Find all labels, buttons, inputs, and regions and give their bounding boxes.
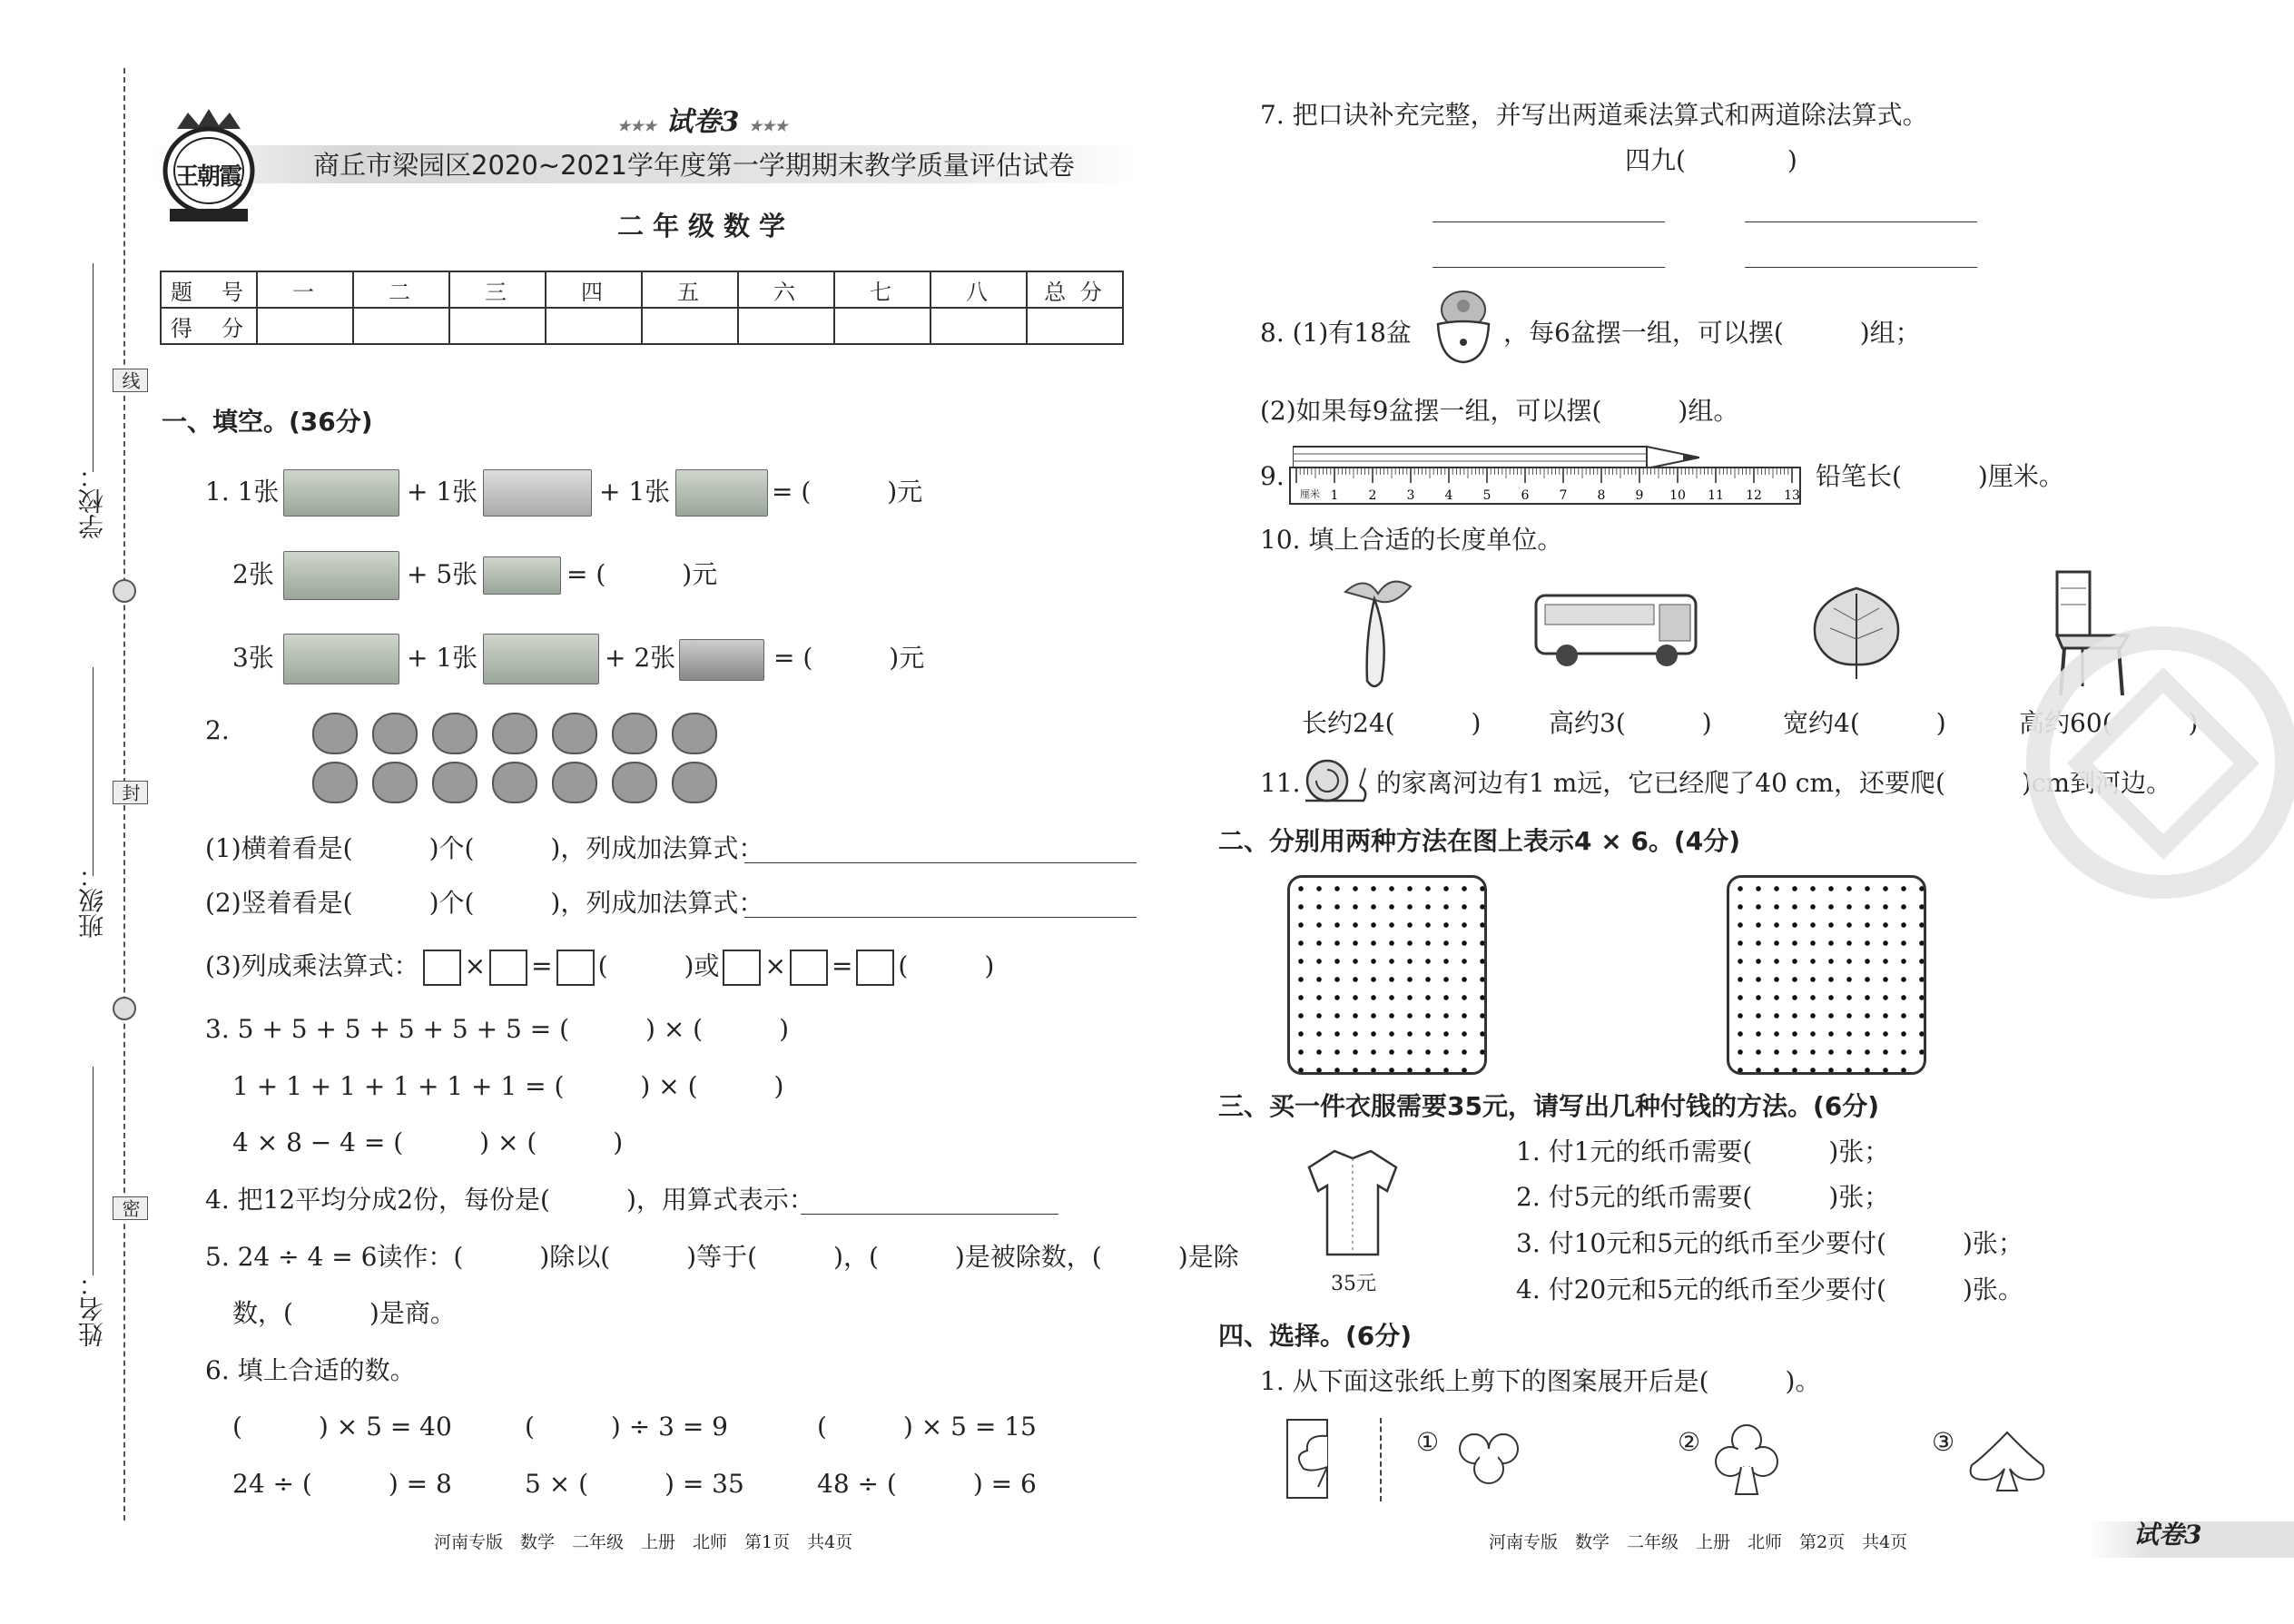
publisher-logo <box>159 107 259 225</box>
logo-text: 王朝霞 <box>175 163 241 191</box>
binding-tag-seal: 封 <box>113 781 148 804</box>
score-input-cell[interactable] <box>738 308 834 344</box>
answer-box[interactable] <box>723 950 761 986</box>
apple-icon <box>432 713 478 754</box>
leaf-icon <box>1807 585 1906 683</box>
q9-number: 9. <box>1260 461 1285 491</box>
score-cell: 一 <box>257 271 353 308</box>
bus-icon <box>1532 588 1701 670</box>
class-line <box>93 667 94 876</box>
q4-answer-line[interactable] <box>801 1214 1058 1215</box>
score-input-cell[interactable] <box>1027 308 1123 344</box>
q9-text: 铅笔长( )厘米。 <box>1816 461 2064 491</box>
section2-heading: 二、分别用两种方法在图上表示4 × 6。(4分) <box>1218 826 1740 856</box>
star-icon: ★★★ <box>748 117 788 134</box>
apple-icon <box>492 762 537 803</box>
q7-answer-line[interactable] <box>1745 221 1977 222</box>
q3-line3: 4 × 8 − 4 = ( ) × ( ) <box>232 1127 624 1157</box>
club-shape-icon[interactable] <box>1710 1422 1783 1498</box>
ruler-tick-label: 12 <box>1746 488 1762 503</box>
times-sign: × <box>464 950 487 981</box>
apple-icon <box>552 713 597 754</box>
q6-title: 6. 填上合适的数。 <box>205 1355 416 1385</box>
q5-line1: 5. 24 ÷ 4 = 6读作：( )除以( )等于( )，( )是被除数，( )是除 <box>205 1242 1239 1272</box>
score-input-cell[interactable] <box>257 308 353 344</box>
q2-part1: (1)横着看是( )个( )，列成加法算式： <box>205 833 764 863</box>
name-line <box>93 1067 94 1275</box>
seal-watermark-icon <box>2026 626 2294 899</box>
score-row-label: 得 分 <box>161 308 257 344</box>
q1-row2-b: + 5张 <box>407 559 478 589</box>
score-cell: 二 <box>353 271 449 308</box>
q2-part3-label: (3)列成乘法算式： <box>205 950 419 981</box>
q1-row1-c: + 1张 <box>599 477 671 507</box>
q10-item-3: 宽约4( ) <box>1783 708 1946 738</box>
school-label: 学校： <box>77 463 107 539</box>
section3-item-3: 3. 付10元和5元的纸币至少要付( )张； <box>1516 1228 2023 1258</box>
score-cell: 八 <box>930 271 1027 308</box>
unit-paren: ( ) <box>898 950 995 981</box>
binding-tag-line: 线 <box>113 369 148 392</box>
q2-part3 <box>205 950 994 986</box>
q2-part1-answer-line[interactable] <box>744 862 1137 863</box>
q8-part1-a: 8. (1)有18盆 <box>1260 318 1412 348</box>
q5-line2: 数，( )是商。 <box>232 1298 456 1328</box>
score-input-cell[interactable] <box>546 308 642 344</box>
folded-paper-icon <box>1285 1418 1331 1500</box>
apple-icon <box>312 713 358 754</box>
apple-icon <box>672 762 717 803</box>
class-label: 班级： <box>77 862 107 939</box>
option-3-label[interactable]: ③ <box>1932 1427 1955 1457</box>
section4-q1: 1. 从下面这张纸上剪下的图案展开后是( )。 <box>1260 1366 1821 1396</box>
score-cell: 七 <box>834 271 930 308</box>
apple-icon <box>312 762 358 803</box>
shirt-price: 35元 <box>1331 1273 1376 1295</box>
q7-text: 7. 把口诀补充完整，并写出两道乘法算式和两道除法算式。 <box>1260 100 1928 130</box>
section3-item-1: 1. 付1元的纸币需要( )张； <box>1516 1137 1890 1166</box>
spade-shape-icon[interactable] <box>1966 1429 2048 1494</box>
q6-r1-c3: ( ) × 5 = 15 <box>817 1412 1037 1442</box>
star-icon: ★★★ <box>617 117 657 134</box>
score-input-cell[interactable] <box>642 308 738 344</box>
binding-hole-icon <box>113 997 136 1020</box>
section3-item-4: 4. 付20元和5元的纸币至少要付( )张。 <box>1516 1275 2023 1304</box>
clover-shape-icon[interactable] <box>1452 1429 1525 1494</box>
q1-row1-b: + 1张 <box>407 477 478 507</box>
q6-r2-c2: 5 × ( ) = 35 <box>525 1469 744 1499</box>
q1-row3-b: + 1张 <box>407 643 478 673</box>
ruler-tick-label: 5 <box>1482 488 1492 503</box>
exam-title: 商丘市梁园区2020~2021学年度第一学期期末教学质量评估试卷 <box>313 150 1075 181</box>
apple-icon <box>492 713 537 754</box>
ruler-tick-label: 8 <box>1597 488 1606 503</box>
apple-grid <box>312 713 739 812</box>
score-input-cell[interactable] <box>449 308 546 344</box>
ruler-unit-label: 厘米 <box>1300 488 1320 500</box>
answer-box[interactable] <box>489 950 527 986</box>
q7-verse: 四九( ) <box>1625 145 1797 175</box>
ruler-tick-label: 9 <box>1635 488 1644 503</box>
apple-icon <box>372 762 418 803</box>
q11-text: 的家离河边有1 m远，它已经爬了40 cm，还要爬( )cm到河边。 <box>1376 768 2172 798</box>
snail-icon <box>1300 755 1373 806</box>
unit-paren: ( ) <box>597 950 694 981</box>
q2-part2-answer-line[interactable] <box>744 917 1137 918</box>
ruler-tick-label: 2 <box>1368 488 1377 503</box>
series-label-text: 试卷3 <box>665 106 740 138</box>
q10-title: 10. 填上合适的长度单位。 <box>1260 525 1563 555</box>
score-cell: 六 <box>738 271 834 308</box>
q3-line2: 1 + 1 + 1 + 1 + 1 + 1 = ( ) × ( ) <box>232 1071 784 1101</box>
binding-tag-seal2: 密 <box>113 1196 148 1220</box>
section4-heading: 四、选择。(6分) <box>1218 1321 1413 1351</box>
q10-item-1: 长约24( ) <box>1302 708 1482 738</box>
score-input-cell[interactable] <box>353 308 449 344</box>
q8-part2: (2)如果每9盆摆一组，可以摆( )组。 <box>1260 396 1739 426</box>
q1-row2-a: 2张 <box>232 559 274 589</box>
ruler-tick-label: 6 <box>1521 488 1530 503</box>
answer-box[interactable] <box>856 950 894 986</box>
q7-answer-line[interactable] <box>1433 221 1665 222</box>
ruler-tick-label: 10 <box>1669 488 1686 503</box>
banknote-50-icon <box>483 634 599 684</box>
banknote-2-jiao-icon <box>679 639 764 681</box>
option-2-label[interactable]: ② <box>1678 1427 1701 1457</box>
q1-row3-d: = ( )元 <box>773 643 925 673</box>
q7-answer-line[interactable] <box>1433 267 1665 268</box>
apple-icon <box>552 762 597 803</box>
ruler <box>1289 467 1801 505</box>
q2-number: 2. <box>205 715 230 745</box>
ruler-tick-label: 7 <box>1559 488 1568 503</box>
banknote-5-icon <box>675 469 768 517</box>
score-table-score-row <box>161 308 1123 344</box>
dot-grid-right[interactable] <box>1727 875 1926 1075</box>
answer-box[interactable] <box>790 950 828 986</box>
section1-heading: 一、填空。(36分) <box>162 407 373 437</box>
exam-series-label <box>617 107 788 142</box>
answer-box[interactable] <box>423 950 461 986</box>
q10-item-4: 高约60( ) <box>2019 708 2199 738</box>
ruler-tick-label: 4 <box>1444 488 1453 503</box>
footer-tag: 试卷3 <box>2133 1520 2202 1550</box>
q2-part2: (2)竖着看是( )个( )，列成加法算式： <box>205 888 764 918</box>
q7-answer-line[interactable] <box>1745 267 1977 268</box>
score-table-header-row <box>161 271 1123 308</box>
q6-r2-c1: 24 ÷ ( ) = 8 <box>232 1469 452 1499</box>
banknote-20-icon <box>283 469 399 517</box>
q1-row3-c: + 2张 <box>605 643 676 673</box>
score-input-cell[interactable] <box>834 308 930 344</box>
q1-row2-c: = ( )元 <box>566 559 718 589</box>
score-cell: 三 <box>449 271 546 308</box>
fold-dashed-line <box>1380 1418 1382 1501</box>
ruler-tick-label: 11 <box>1708 488 1724 503</box>
ruler-tick-label: 1 <box>1330 488 1339 503</box>
q1-row3-a: 3张 <box>232 643 274 673</box>
score-table <box>160 271 1124 345</box>
q1-row1-a: 1. 1张 <box>205 477 280 507</box>
score-input-cell[interactable] <box>930 308 1027 344</box>
or-text: 或 <box>694 950 720 981</box>
equals-sign: = <box>831 950 853 981</box>
apple-icon <box>432 762 478 803</box>
potted-plant-icon <box>1429 286 1498 364</box>
cucumber-icon <box>1338 574 1433 694</box>
q8-part1-b: ，每6盆摆一组，可以摆( )组； <box>1503 318 1921 348</box>
school-line <box>93 263 94 472</box>
section3-item-2: 2. 付5元的纸币需要( )张； <box>1516 1182 1890 1212</box>
apple-icon <box>612 762 657 803</box>
score-cell: 题 号 <box>161 271 257 308</box>
equals-sign: = <box>531 950 553 981</box>
footer-left: 河南专版 数学 二年级 上册 北师 第1页 共4页 <box>434 1532 853 1552</box>
banknote-1-jiao-icon <box>483 556 561 595</box>
q6-r1-c2: ( ) ÷ 3 = 9 <box>525 1412 729 1442</box>
score-cell: 五 <box>642 271 738 308</box>
q6-r1-c1: ( ) × 5 = 40 <box>232 1412 452 1442</box>
option-1-label[interactable]: ① <box>1416 1427 1440 1457</box>
apple-icon <box>372 713 418 754</box>
q6-r2-c3: 48 ÷ ( ) = 6 <box>817 1469 1037 1499</box>
score-cell: 四 <box>546 271 642 308</box>
name-label: 姓名： <box>77 1271 107 1347</box>
q10-item-2: 高约3( ) <box>1549 708 1712 738</box>
q4-text: 4. 把12平均分成2份，每份是( )，用算式表示： <box>205 1185 814 1215</box>
shirt-icon <box>1305 1146 1400 1260</box>
ruler-tick-label: 13 <box>1784 488 1800 503</box>
footer-right: 河南专版 数学 二年级 上册 北师 第2页 共4页 <box>1489 1532 1908 1552</box>
score-cell: 总 分 <box>1027 271 1123 308</box>
exam-subject: 二年级数学 <box>617 211 795 241</box>
q3-line1: 3. 5 + 5 + 5 + 5 + 5 + 5 = ( ) × ( ) <box>205 1014 790 1044</box>
binding-hole-icon <box>113 579 136 603</box>
dot-grid-left[interactable] <box>1287 875 1487 1075</box>
apple-icon <box>672 713 717 754</box>
answer-box[interactable] <box>556 950 595 986</box>
times-sign: × <box>764 950 786 981</box>
section3-heading: 三、买一件衣服需要35元，请写出几种付钱的方法。(6分) <box>1218 1091 1880 1121</box>
banknote-2-icon <box>483 469 592 517</box>
q1-row1-d: = ( )元 <box>772 477 923 507</box>
ruler-tick-label: 3 <box>1406 488 1415 503</box>
apple-icon <box>612 713 657 754</box>
q11-number: 11. <box>1260 768 1301 798</box>
banknote-5-icon <box>283 551 399 600</box>
banknote-20-icon <box>283 634 399 684</box>
